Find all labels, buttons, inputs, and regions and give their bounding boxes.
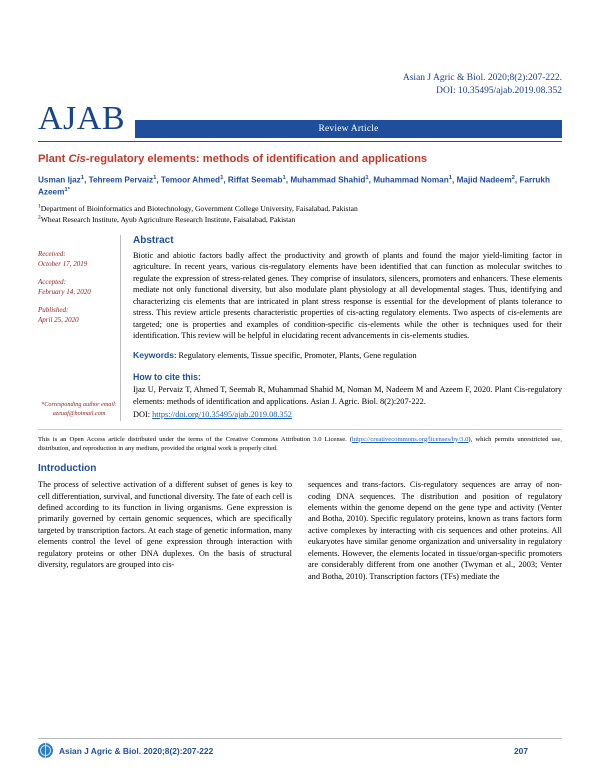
body-paragraph-right: sequences and trans-factors. Cis-regulatory sequences are array of non-coding DNA sequences. The distribution and position of regulatory elements within the genome depend on the gene type and activity (Venter and Botha, 2010). Specific regulatory proteins, known as trans factors form active complexes by interacting with cis sequences and other proteins. All eukaryotes have similar genome organization and universality in regulatory elements. However, the elements located in tissue/organ-specific promoters are considerably different from one another (Twyman et al., 2003; Venter and Botha, 2010). Transcription factors (TFs) mediate the [308, 480, 562, 581]
body-columns [38, 479, 562, 582]
corresponding-author [38, 401, 120, 419]
received-label: Received: [38, 249, 66, 258]
publication-dates [38, 235, 120, 421]
header-divider [38, 141, 562, 142]
title-italic: Cis [68, 152, 86, 165]
body-column-left [38, 479, 292, 582]
doi-link[interactable]: https://doi.org/10.35495/ajab.2019.08.352 [152, 410, 292, 420]
published-date: April 25, 2020 [38, 316, 79, 325]
footer-divider [38, 738, 562, 739]
affiliation-2: $^2$Wheat Research Institute, Ayub Agriculture Research Institute, Faisalabad, Pakistan [38, 214, 296, 224]
affiliation-1: $^1$Department of Bioinformatics and Biotechnology, Government College University, Faisalabad, Pakistan [38, 203, 358, 213]
article-type-badge: Review Article [135, 120, 562, 138]
license-text-2: ), which permits unrestricted use, distribution, and reproduction in any medium, provided the original work is properly cited. [38, 435, 562, 452]
license-note [38, 429, 562, 453]
abstract-box [120, 235, 562, 421]
title-post: -regulatory elements: methods of identification and applications [85, 152, 428, 165]
header-citation [38, 0, 562, 98]
journal-citation-line: Asian J Agric & Biol. 2020;8(2):207-222. [402, 73, 562, 83]
section-heading-introduction: Introduction [38, 463, 97, 475]
accepted-label: Accepted: [38, 277, 66, 286]
accepted-block [38, 277, 112, 298]
body-paragraph-left: The process of selective activation of a different subset of genes is key to cell differentiation, survival, and functional diversity. The fate of each cell is defined according to its function in living organisms. Gene expression is primarily governed by certain genomic sequences, which are specifically targeted by transcription factors. At each stage of genetic information, many elements control the level of gene expression through interaction with regulatory proteins or other DNA duplexes. On the basis of structural diversity, regulators are grouped into cis- [38, 480, 292, 570]
how-to-cite-heading: How to cite this: [133, 372, 201, 383]
keywords [133, 350, 562, 362]
page-footer [38, 738, 562, 758]
doi-label: DOI: [133, 410, 153, 420]
page-title [38, 152, 562, 167]
keywords-label: Keywords [133, 350, 175, 361]
masthead [38, 99, 562, 138]
license-link[interactable]: https://creativecommons.org/licenses/by/3.0 [352, 435, 469, 443]
footer-journal-citation: Asian J Agric & Biol. 2020;8(2):207-222 [59, 745, 214, 756]
journal-logo: AJAB [38, 99, 126, 137]
body-column-right [308, 479, 562, 582]
doi-line: DOI: 10.35495/ajab.2019.08.352 [436, 85, 562, 96]
published-block [38, 305, 112, 326]
abstract-heading: Abstract [133, 234, 174, 246]
globe-icon [38, 743, 53, 758]
published-label: Published: [38, 305, 69, 314]
keywords-value: : Regulatory elements, Tissue specific, Promoter, Plants, Gene regulation [174, 351, 417, 361]
affiliations [38, 203, 562, 225]
corresponding-label: *Corresponding author email: [41, 400, 117, 408]
footer-page-number: 207 [514, 745, 528, 756]
accepted-date: February 14, 2020 [38, 288, 91, 297]
author-list: Usman Ijaz$^1$, Tehreem Pervaiz$^1$, Temoor Ahmed$^1$, Riffat Seemab$^1$, Muhammad Shahid$^1$, Muhammad Noman$^1$, Majid Nadeem$^2$, Farrukh Azeem$^{1*}$ [38, 174, 550, 198]
license-text-1: This is an Open Access article distributed under the terms of the Creative Commons Attribution 3.0 License. ( [38, 435, 353, 443]
abstract-text: Biotic and abiotic factors badly affect the productivity and growth of plants and found the major yield-limiting factor in agriculture. In recent years, various cis-regulatory elements have been identified that can function as molecular switches to regulate the expression of stress-related genes. They comprise of insulators, silencers, promoters and enhancers. These elements mediate not only functional diversity, but also modulate plant physiology at all developmental stages. Thus, identifying and characterizing cis elements that are intricated in plant stress response is essential for the development of plants tolerance to stress. This review article presents characteristic properties of cis-acting regulatory elements. Two aspects of cis-elements are targeted; one is properties and examples of condition-specific cis-elements while the other is techniques used for their identification. This review will be helpful in elucidating recent advancements in cis-elements studies. [133, 250, 562, 341]
title-pre: Plant [38, 152, 69, 165]
corresponding-email: azeuaf@hotmail.com [52, 409, 106, 417]
how-to-cite-doi [133, 409, 562, 420]
how-to-cite-text: Ijaz U, Pervaiz T, Ahmed T, Seemab R, Muhammad Shahid M, Noman M, Nadeem M and Azeem F, 2020. Plant Cis-regulatory elements: methods of identification and applications. Asian J. Agric. Biol. 8(2):207-222. [133, 385, 562, 406]
abstract-section [38, 235, 562, 421]
received-block [38, 249, 112, 270]
received-date: October 17, 2019 [38, 260, 88, 269]
